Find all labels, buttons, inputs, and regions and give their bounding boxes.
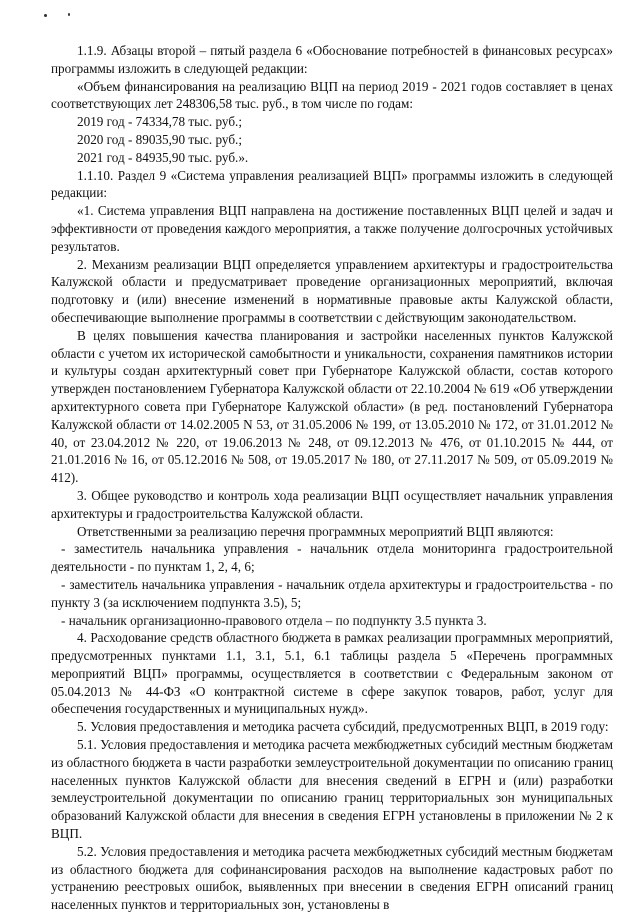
funding-2019: 2019 год - 74334,78 тыс. руб.; [77,114,242,130]
item-2-mechanism: 2. Механизм реализации ВЦП определяется управлением архитектуры и градостроительства Калужской области и предусматривает проведение организационных мероприятий, включая подготовку и (или) внесение изменений в нормативные правовые акты Калужской области, обеспечивающие выполнение программы в соответствии с действующим законодательством. [51,256,613,325]
responsible-persons-intro: Ответственными за реализацию перечня программных мероприятий ВЦП являются: [77,523,554,539]
funding-2021: 2021 год - 84935,90 тыс. руб.». [77,149,249,165]
clause-1-1-10: 1.1.10. Раздел 9 «Система управления реализацией ВЦП» программы изложить в следующей редакции: [51,167,613,201]
item-5-1-subsidy-conditions: 5.1. Условия предоставления и методика расчета межбюджетных субсидий местным бюджетам из областного бюджета в части разработки землеустроительной документации по описанию границ населенных пунктов Калужской области для внесения сведений в ЕГРН и (или) разработки землеустроительной документации по описанию границ территориальных зон муниципальных образований Калужской области для внесения в сведения ЕГРН установлены в приложении № 2 к ВЦП. [51,737,613,842]
scan-speck-1 [44,14,47,17]
scan-speck-2 [68,13,70,16]
responsible-item-3: - начальник организационно-правового отдела – по подпункту 3.5 пункта 3. [61,612,487,628]
item-3-general-management: 3. Общее руководство и контроль хода реализации ВЦП осуществляет начальник управления архитектуры и градостроительства Калужской области. [51,487,613,521]
funding-paragraph: «Объем финансирования на реализацию ВЦП на период 2019 - 2021 годов составляет в ценах соответствующих лет 248306,58 тыс. руб., в том числе по годам: [51,78,613,112]
item-1-management-system: «1. Система управления ВЦП направлена на достижение поставленных ВЦП целей и задач и эффективности от проведения каждого мероприятия, а также получение долгосрочных устойчивых результатов. [51,203,613,254]
item-5-subsidies: 5. Условия предоставления и методика расчета субсидий, предусмотренных ВЦП, в 2019 году: [77,719,609,735]
document-page [51,42,613,914]
responsible-item-1: - заместитель начальника управления - начальник отдела мониторинга градостроительной деятельности - по пунктам 1, 2, 4, 6; [51,541,613,575]
architectural-council-paragraph: В целях повышения качества планирования и застройки населенных пунктов Калужской области с учетом их исторической самобытности и уникальности, сохранения памятников истории и культуры создан архитектурный совет при Губернаторе Калужской области, состав которого утвержден постановлением Губернатора Калужской области от 22.10.2004 № 619 «Об утверждении архитектурного совета при Губернаторе Калужской области» (в ред. постановлений Губернатора Калужской области от 14.02.2005 N 53, от 31.05.2006 № 199, от 13.05.2010 № 172, от 31.01.2012 № 40, от 23.04.2012 № 220, от 19.06.2013 № 248, от 09.12.2013 № 476, от 01.10.2015 № 444, от 21.01.2016 № 16, от 05.12.2016 № 508, от 19.05.2017 № 180, от 27.11.2017 № 509, от 05.09.2019 № 412). [51,327,613,486]
responsible-item-2: - заместитель начальника управления - начальник отдела архитектуры и градостроительства - по пункту 3 (за исключением подпункта 3.5), 5; [51,576,613,610]
item-4-spending: 4. Расходование средств областного бюджета в рамках реализации программных мероприятий, предусмотренных пунктами 1.1, 3.1, 5.1, 6.1 таблицы раздела 5 «Перечень программных мероприятий ВЦП» программы, осуществляется в соответствии с Федеральным законом от 05.04.2013 № 44-ФЗ «О контрактной системе в сфере закупок товаров, работ, услуг для обеспечения государственных и муниципальных нужд». [51,630,613,717]
funding-2020: 2020 год - 89035,90 тыс. руб.; [77,131,242,147]
item-5-2-subsidy-conditions: 5.2. Условия предоставления и методика расчета межбюджетных субсидий местным бюджетам из областного бюджета для софинансирования расходов на выполнение кадастровых работ по устранению реестровых ошибок, выявленных при внесении в сведения ЕГРН описаний границ населенных пунктов и территориальных зон, установлены в [51,843,613,913]
clause-1-1-9: 1.1.9. Абзацы второй – пятый раздела 6 «Обоснование потребностей в финансовых ресурсах» программы изложить в следующей редакции: [51,43,613,76]
